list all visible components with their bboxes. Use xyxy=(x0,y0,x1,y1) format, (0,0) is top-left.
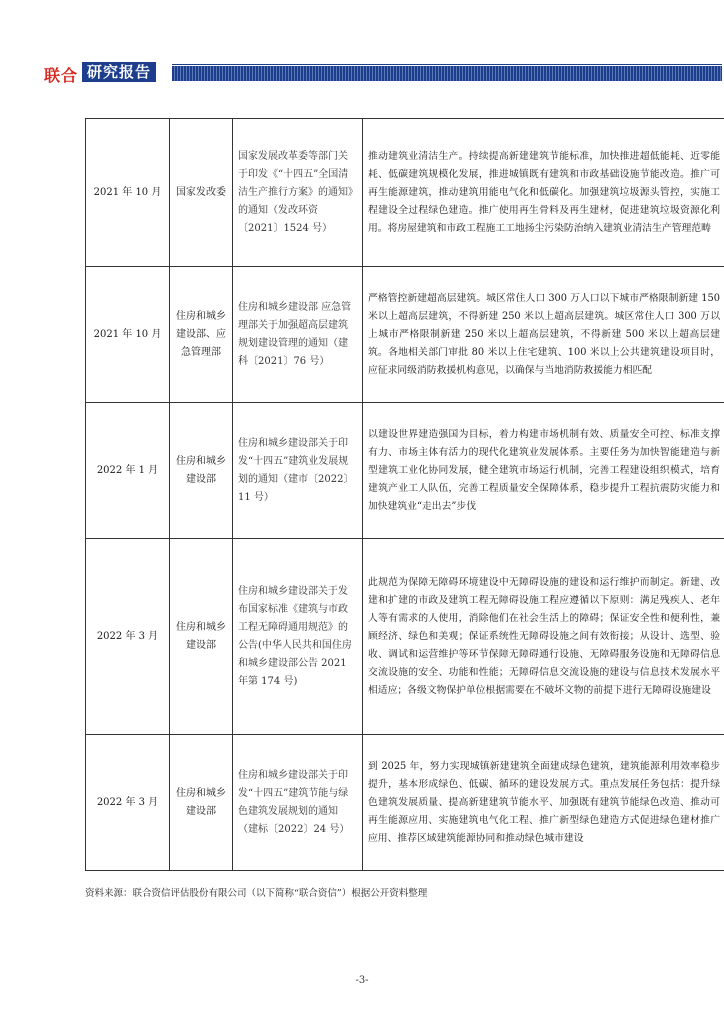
table-row xyxy=(86,119,724,267)
table-row xyxy=(86,403,724,539)
policy-document: 住房和城乡建设部关于发布国家标准《建筑与市政工程无障碍通用规范》的公告(中华人民共和国住房和城乡建设部公告 2021 年第 174 号) xyxy=(233,539,363,735)
policy-content: 严格管控新建超高层建筑。城区常住人口 300 万人口以下城市严格限制新建 150 米以上超高层建筑，不得新建 250 米以上超高层建筑。城区常住人口 300 万以上城市严格限制新建 250 米以上超高层建筑，不得新建 500 米以上超高层建筑。各地相关部门审批 80 米以上住宅建筑、100 米以上公共建筑建设项目时，应征求同级消防救援机构意见，以确保与当地消防救援能力相匹配 xyxy=(363,267,724,403)
report-header xyxy=(0,60,724,86)
policy-date: 2021 年 10 月 xyxy=(86,119,170,267)
policy-content: 推动建筑业清洁生产。持续提高新建建筑节能标准，加快推进超低能耗、近零能耗、低碳建筑规模化发展，推进城镇既有建筑和市政基础设施节能改造。推广可再生能源建筑，推动建筑用能电气化和低碳化。加强建筑垃圾源头管控，实施工程建设全过程绿色建造。推广使用再生骨料及再生建材，促进建筑垃圾资源化利用。将房屋建筑和市政工程施工工地扬尘污染防治纳入建筑业清洁生产管理范畴 xyxy=(363,119,724,267)
brand-logo-text: 联合 xyxy=(44,66,79,85)
policy-content: 此规范为保障无障碍环境建设中无障碍设施的建设和运行维护而制定。新建、改建和扩建的市政及建筑工程无障碍设施工程应遵循以下原则：满足残疾人、老年人等有需求的人使用，消除他们在社会生活上的障碍；保证安全性和便利性，兼顾经济、绿色和美观；保证系统性无障碍设施之间有效衔接；从设计、选型、验收、调试和运营维护等环节保障无障碍通行设施、无障碍服务设施和无障碍信息交流设施的安全、功能和性能；无障碍信息交流设施的建设与信息技术发展水平相适应；各级文物保护单位根据需要在不破坏文物的前提下进行无障碍设施建设 xyxy=(363,539,724,735)
table-row xyxy=(86,735,724,871)
table-row xyxy=(86,267,724,403)
report-type-label: 研究报告 xyxy=(82,62,156,82)
policy-document: 住房和城乡建设部关于印发“十四五”建筑业发展规划的通知（建市〔2022〕11 号） xyxy=(233,403,363,539)
header-stripe-bar xyxy=(172,66,722,81)
policy-document: 住房和城乡建设部关于印发“十四五”建筑节能与绿色建筑发展规划的通知（建标〔2022〕24 号） xyxy=(233,735,363,871)
policy-department: 住房和城乡建设部、应急管理部 xyxy=(170,267,233,403)
policy-department: 住房和城乡建设部 xyxy=(170,403,233,539)
policy-department: 住房和城乡建设部 xyxy=(170,735,233,871)
policy-date: 2022 年 3 月 xyxy=(86,539,170,735)
policy-date: 2022 年 3 月 xyxy=(86,735,170,871)
policy-department: 国家发改委 xyxy=(170,119,233,267)
policy-department: 住房和城乡建设部 xyxy=(170,539,233,735)
header-rule xyxy=(172,64,722,65)
page-number: -3- xyxy=(355,975,369,986)
policy-date: 2022 年 1 月 xyxy=(86,403,170,539)
policy-content: 以建设世界建造强国为目标，着力构建市场机制有效、质量安全可控、标准支撑有力、市场主体有活力的现代化建筑业发展体系。主要任务为加快智能建造与新型建筑工业化协同发展，健全建筑市场运行机制，完善工程建设组织模式，培育建筑产业工人队伍，完善工程质量安全保障体系，稳步提升工程抗震防灾能力和加快建筑业“走出去”步伐 xyxy=(363,403,724,539)
policy-document: 住房和城乡建设部 应急管理部关于加强超高层建筑规划建设管理的通知（建科〔2021〕76 号） xyxy=(233,267,363,403)
table-row xyxy=(86,539,724,735)
policy-content: 到 2025 年，努力实现城镇新建建筑全面建成绿色建筑，建筑能源利用效率稳步提升，基本形成绿色、低碳、循环的建设发展方式。重点发展任务包括：提升绿色建筑发展质量、提高新建建筑节能水平、加强既有建筑节能绿色改造、推动可再生能源应用、实施建筑电气化工程、推广新型绿色建造方式促进绿色建材推广应用、推荐区域建筑能源协同和推动绿色城市建设 xyxy=(363,735,724,871)
policy-date: 2021 年 10 月 xyxy=(86,267,170,403)
source-note: 资料来源：联合资信评估股份有限公司（以下简称“联合资信”）根据公开资料整理 xyxy=(85,888,428,899)
policy-table xyxy=(85,118,724,871)
policy-document: 国家发展改革委等部门关于印发《“十四五”全国清洁生产推行方案》的通知》的通知（发改环资〔2021〕1524 号） xyxy=(233,119,363,267)
